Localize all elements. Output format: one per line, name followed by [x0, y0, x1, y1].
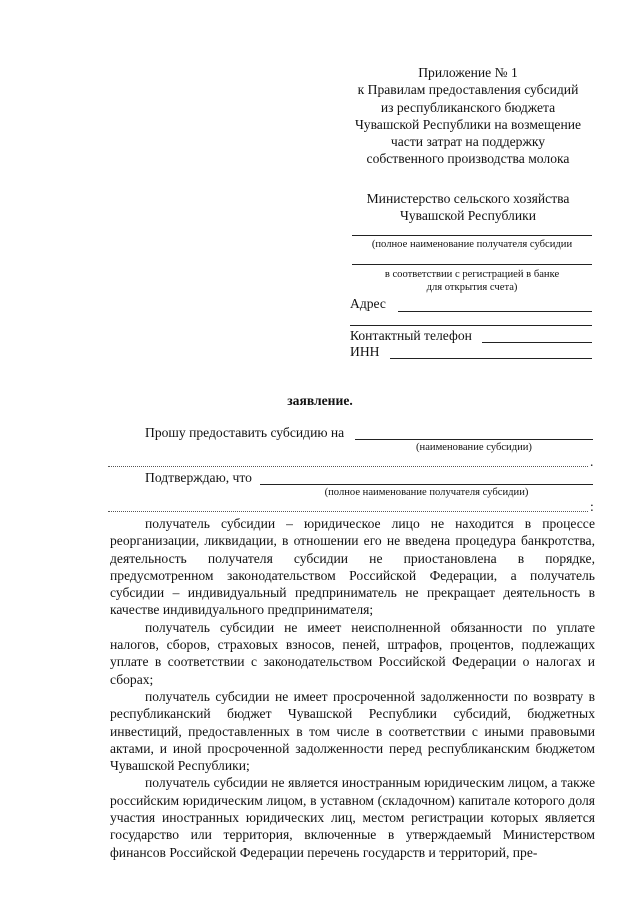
ministry-line: Министерство сельского хозяйства	[366, 191, 570, 206]
full-name-caption: (полное наименование получателя субсидии	[371, 239, 573, 250]
request-label: Прошу предоставить субсидию на	[145, 425, 345, 440]
appendix-line: к Правилам предоставления субсидий	[357, 82, 579, 98]
confirm-label: Подтверждаю, что	[145, 470, 252, 485]
request-end-period: .	[590, 454, 594, 469]
bank-caption-line2: для открытия счета)	[426, 282, 518, 293]
addressee-ministry	[348, 190, 588, 224]
address-label: Адрес	[350, 296, 386, 311]
statement-paragraph: получатель субсидии не имеет просроченной задолженности по возврату в республиканский бюджет Чувашской Республики субсидий, бюджетных инвестиций, предоставленных в том числе в соответствии с иными правовыми актами, и иной просроченной задолженности перед республиканским бюджетом Чувашской Республики;	[110, 688, 595, 774]
confirm-end-colon: :	[590, 499, 594, 514]
recipient-name-field[interactable]	[260, 484, 593, 485]
bank-underline	[352, 264, 592, 265]
statement-paragraph: получатель субсидии не является иностранным юридическим лицом, а также российским юридическим лицом, в уставном (складочном) капитале которого доля участия иностранных юридических лиц, местом регистрации которых является государство или территория, включенные в утверждаемый Министерством финансов Российской Федерации перечень государств и территорий, пре-	[110, 775, 595, 860]
subsidy-name-continuation[interactable]	[108, 466, 588, 467]
appendix-line: части затрат на поддержку	[390, 134, 546, 150]
subsidy-caption: (наименование субсидии)	[416, 442, 532, 453]
appendix-line: Чувашской Республики на возмещение	[354, 116, 582, 132]
statement-paragraph: получатель субсидии – юридическое лицо не находится в процессе реорганизации, ликвидации, в отношении его не введена процедура банкротства, деятельность получателя субсидии не приостановлена в порядке, предусмотренном законодательством Российской Федерации, а получатель субсидии – индивидуальный предприниматель не прекращает деятельность в качестве индивидуального предпринимателя;	[110, 516, 595, 618]
statement-title: заявление.	[287, 393, 353, 408]
address-field-line2[interactable]	[350, 325, 592, 326]
inn-field[interactable]	[390, 358, 592, 359]
phone-field[interactable]	[482, 342, 592, 343]
address-field[interactable]	[398, 311, 592, 312]
appendix-line: из республиканского бюджета	[380, 99, 556, 115]
statement-body	[110, 515, 595, 861]
subsidy-name-field[interactable]	[355, 439, 593, 440]
inn-label: ИНН	[350, 344, 380, 359]
recipient-name-continuation[interactable]	[108, 511, 588, 512]
appendix-line: собственного производства молока	[366, 151, 570, 167]
recipient-caption: (полное наименование получателя субсидии)	[324, 487, 529, 498]
statement-paragraph: получатель субсидии не имеет неисполненной обязанности по уплате налогов, сборов, страховых взносов, пеней, штрафов, процентов, подлежащих уплате в соответствии с законодательством Российской Федерации о налогах и сборах;	[110, 619, 595, 687]
ministry-line: Чувашской Республики	[400, 208, 536, 223]
appendix-header	[348, 64, 588, 168]
bank-caption-line1: в соответствии с регистрацией в банке	[384, 269, 560, 280]
full-name-underline	[352, 235, 592, 236]
appendix-line: Приложение № 1	[418, 65, 518, 80]
phone-label: Контактный телефон	[350, 328, 472, 343]
